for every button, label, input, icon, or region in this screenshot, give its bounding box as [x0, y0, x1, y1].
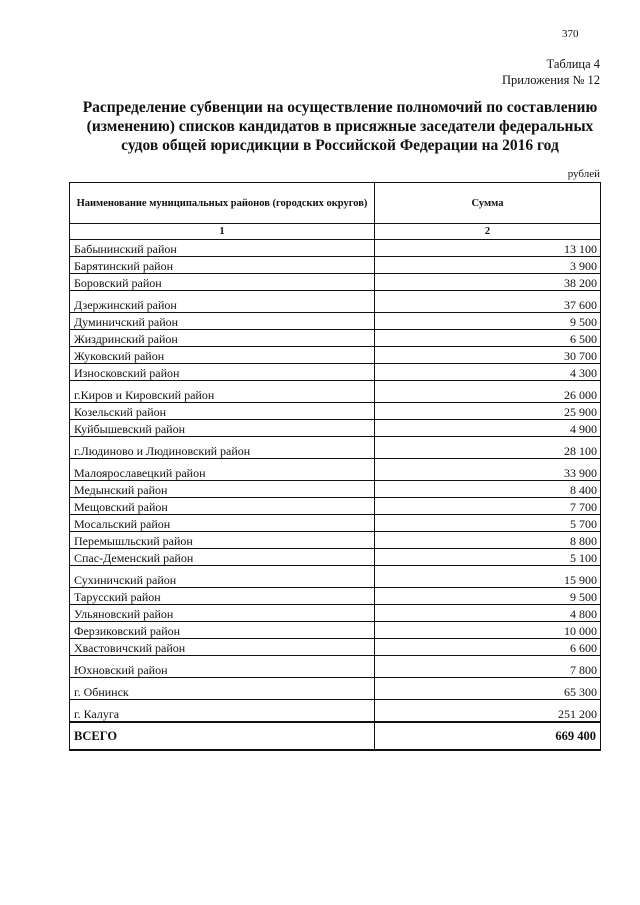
district-sum: 8 800: [375, 532, 601, 549]
table-row: [70, 605, 601, 622]
table-row: [70, 291, 601, 313]
table-row: [70, 622, 601, 639]
table-row: [70, 498, 601, 515]
district-sum: 6 500: [375, 330, 601, 347]
district-name: Спас-Деменский район: [70, 549, 375, 566]
annex-reference: Приложения № 12: [502, 73, 600, 87]
district-name: Жиздринский район: [70, 330, 375, 347]
district-name: Малоярославецкий район: [70, 459, 375, 481]
title-line: Распределение субвенции на осуществление полномочий по составлению: [82, 99, 598, 116]
district-name: Перемышльский район: [70, 532, 375, 549]
district-name: Хвастовичский район: [70, 639, 375, 656]
district-sum: 13 100: [375, 240, 601, 257]
district-name: Ульяновский район: [70, 605, 375, 622]
district-name: Сухиничский район: [70, 566, 375, 588]
column-number-row: [70, 224, 601, 240]
district-name: Мосальский район: [70, 515, 375, 532]
document-title: [50, 98, 630, 155]
district-name: Юхновский район: [70, 656, 375, 678]
district-name: Боровский район: [70, 274, 375, 291]
district-name: Износковский район: [70, 364, 375, 381]
table-row: [70, 588, 601, 605]
table-row: [70, 240, 601, 257]
district-name: Думиничский район: [70, 313, 375, 330]
table-row: [70, 515, 601, 532]
table-row: [70, 274, 601, 291]
table-row: [70, 678, 601, 700]
district-sum: 9 500: [375, 588, 601, 605]
total-label: ВСЕГО: [70, 722, 375, 750]
table-row: [70, 437, 601, 459]
total-sum: 669 400: [375, 722, 601, 750]
table-row: [70, 566, 601, 588]
title-line: (изменению) списков кандидатов в присяжные заседатели федеральных: [86, 118, 594, 135]
district-sum: 5 700: [375, 515, 601, 532]
table-body: [70, 183, 601, 751]
title-line: судов общей юрисдикции в Российской Федерации на 2016 год: [121, 137, 559, 154]
district-sum: 251 200: [375, 700, 601, 723]
table-reference: Таблица 4: [546, 57, 600, 71]
district-sum: 6 600: [375, 639, 601, 656]
district-name: г.Киров и Кировский район: [70, 381, 375, 403]
district-sum: 25 900: [375, 403, 601, 420]
district-sum: 33 900: [375, 459, 601, 481]
district-name: Козельский район: [70, 403, 375, 420]
table-row: [70, 403, 601, 420]
district-sum: 8 400: [375, 481, 601, 498]
column-number-1: 1: [70, 224, 375, 240]
district-sum: 4 800: [375, 605, 601, 622]
district-sum: 38 200: [375, 274, 601, 291]
column-number-2: 2: [375, 224, 601, 240]
table-row: [70, 532, 601, 549]
table-row: [70, 330, 601, 347]
district-sum: 30 700: [375, 347, 601, 364]
district-sum: 7 800: [375, 656, 601, 678]
table-row: [70, 313, 601, 330]
table-row: [70, 459, 601, 481]
total-row: [70, 722, 601, 750]
district-sum: 9 500: [375, 313, 601, 330]
table-row: [70, 381, 601, 403]
table-row: [70, 656, 601, 678]
district-sum: 3 900: [375, 257, 601, 274]
district-sum: 15 900: [375, 566, 601, 588]
district-name: Бабынинский район: [70, 240, 375, 257]
table-row: [70, 347, 601, 364]
district-name: Куйбышевский район: [70, 420, 375, 437]
table-row: [70, 481, 601, 498]
district-sum: 37 600: [375, 291, 601, 313]
district-name: г. Калуга: [70, 700, 375, 723]
district-sum: 4 900: [375, 420, 601, 437]
district-name: Медынский район: [70, 481, 375, 498]
district-sum: 26 000: [375, 381, 601, 403]
district-sum: 5 100: [375, 549, 601, 566]
district-name: Тарусский район: [70, 588, 375, 605]
table-header-row: [70, 183, 601, 224]
header-name: Наименование муниципальных районов (городских округов): [70, 183, 375, 224]
header-sum: Сумма: [375, 183, 601, 224]
district-name: Мещовский район: [70, 498, 375, 515]
district-sum: 4 300: [375, 364, 601, 381]
table-row: [70, 420, 601, 437]
currency-unit: рублей: [567, 168, 600, 180]
district-sum: 65 300: [375, 678, 601, 700]
table-row: [70, 639, 601, 656]
district-name: Жуковский район: [70, 347, 375, 364]
district-sum: 7 700: [375, 498, 601, 515]
district-name: г.Людиново и Людиновский район: [70, 437, 375, 459]
district-name: Барятинский район: [70, 257, 375, 274]
district-sum: 10 000: [375, 622, 601, 639]
table-row: [70, 549, 601, 566]
subvention-table: [69, 182, 601, 751]
district-sum: 28 100: [375, 437, 601, 459]
table-row: [70, 257, 601, 274]
district-name: Ферзиковский район: [70, 622, 375, 639]
table-row: [70, 364, 601, 381]
page-number: 370: [562, 28, 579, 40]
district-name: г. Обнинск: [70, 678, 375, 700]
district-name: Дзержинский район: [70, 291, 375, 313]
table-row: [70, 700, 601, 723]
